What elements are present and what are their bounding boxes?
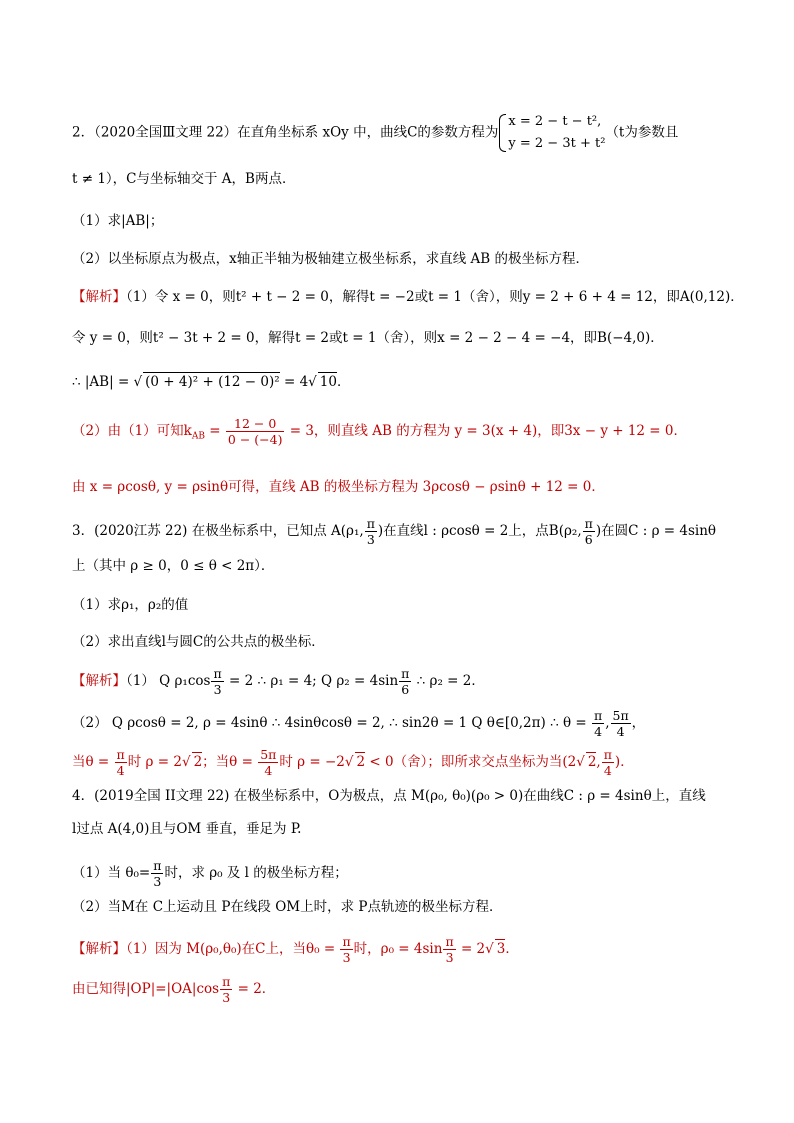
q4-part1 [72,858,348,889]
q2-solution-text-1: （1）令 x = 0，则t² + t − 2 = 0，解得t = −2或t = 1（舍），则y = 2 + 6 + 4 = 12，即A(0,12)． [126,289,744,305]
q2-sol4-text-c: = 3，则直线 AB 的方程为 y = 3(x + 4)，即3x − y + 12 = 0． [285,423,687,439]
q2-solution-line-4 [72,416,687,447]
q4-part1-frac-den: 3 [151,873,163,889]
q3-sol3-radicand-1: 2 [193,754,203,770]
q2-sol4-text-b: = [204,423,225,439]
q2-sol3-text-e: ． [336,374,351,390]
q3-sol3-d: 时 ρ = −2 [279,754,345,770]
q3-sol3-f: , [596,754,601,770]
q4-sol1-d: ． [505,941,519,957]
q4-sol1-radicand: 3 [496,941,506,957]
q3-sol3-radicand-2: 2 [356,754,366,770]
q3-sol3-b: 时 ρ = 2 [127,754,182,770]
q2-sys-eq1: x = 2 − t − t², [508,114,602,129]
q3-sol1-frac-2-num: π [401,666,410,681]
q3-part2: （2）求出直线l与圆C的公共点的极坐标． [72,634,325,650]
q4-sol1-a: （1）因为 M(ρ₀,θ₀)在C上，当θ₀ = [126,941,340,957]
q3-solution-line-2 [72,708,645,739]
q4-sol2-b: = 2． [233,981,276,997]
q3-intro-frac-2-num: π [584,516,593,531]
q2-sol4-subscript: AB [191,431,205,442]
q2-intro-text: 2．（2020全国Ⅲ文理 22）在直角坐标系 xOy 中，曲线C的参数方程为 [72,124,499,141]
q2-sol4-text-a: （2）由（1）可知k [72,423,192,439]
q2-solution-line-1 [72,288,744,306]
q4-sol1-c: = 2 [456,941,486,957]
q3-sol3-a: 当θ = [72,754,114,770]
q3-sol3-g: )． [614,754,634,770]
q4-sol1-frac-1-num: π [342,934,351,949]
q2-solution-line-2: 令 y = 0，则t² − 3t + 2 = 0，解得t = 2或t = 1（舍），则x = 2 − 2 − 4 = −4，即B(−4,0)． [72,330,664,346]
q3-intro-frac-2 [583,516,595,547]
q3-sol1-frac-1-num: π [213,666,222,681]
q3-sol1-c: ∴ ρ₂ = 2． [412,673,485,689]
q3-sol3-frac-3-den: 4 [602,762,614,778]
q3-sol3-frac-1-den: 4 [115,762,127,778]
q3-intro-line-2: 上（其中 ρ ≥ 0，0 ≤ θ < 2π）． [72,558,275,574]
q3-sol1-frac-1 [211,666,223,697]
q4-solution-line-1: 【解析】（1）因为 M(ρ₀,θ₀)在C上，当θ₀ = $\frac{\pi}{3}$ 时，ρ₀ = 4sin $\frac{\pi}{3}$ = 2√ 3． [72,934,519,965]
q4-part1-b: 时，求 ρ₀ 及 l 的极坐标方程； [164,865,348,881]
q3-sol3-frac-2-den: 4 [258,762,278,778]
q3-sol2-frac-2-num: 5π [612,708,629,723]
q4-part2: （2）当M在 C上运动且 P在线段 OM上时，求 P点轨迹的极坐标方程． [72,899,503,915]
q3-sol2-b: , [605,715,610,731]
q3-sol1-frac-2 [399,666,411,697]
q3-intro-b: )在直线l : ρcosθ = 2上，点B(ρ₂, [377,523,582,539]
q3-sol3-frac-1 [115,747,127,778]
q3-sol1-a: （1） Q ρ₁cos [126,673,211,689]
q3-part1: （1）求ρ₁，ρ₂的值 [72,597,189,613]
q3-sol2-frac-1-num: π [593,708,603,723]
q3-sol1-frac-1-den: 3 [211,681,223,697]
q3-sol2-a: （2） Q ρcosθ = 2, ρ = 4sinθ ∴ 4sinθcosθ = 2, ∴ sin2θ = 1 Q θ∈[0,2π) ∴ θ = [72,715,591,731]
q4-sol1-frac-2-den: 3 [443,949,455,965]
q3-intro-a: 3．(2020江苏 22) 在极坐标系中，已知点 A(ρ₁, [72,523,364,539]
q4-part1-a: （1）当 θ₀= [72,865,151,881]
q4-sol2-frac [220,974,232,1005]
q2-intro-text-2: （t为参数且 [605,124,679,141]
q3-sol2-frac-2 [611,708,631,739]
q4-sol2-frac-num: π [222,974,231,989]
q2-part1: （1）求|AB|； [72,213,164,229]
q3-sol2-frac-1-den: 4 [592,723,604,739]
q4-part1-frac-num: π [153,858,162,873]
q4-sol1-frac-1-den: 3 [340,949,352,965]
q3-intro-frac-1 [365,516,377,547]
q3-intro-frac-2-den: 6 [583,531,595,547]
q3-solution-tag: 【解析】 [72,673,126,689]
q2-sys-eq2: y = 2 − 3t + t² [508,136,606,151]
q3-sol3-frac-3-num: π [603,747,612,762]
q3-sol3-frac-3 [602,747,614,778]
q2-parametric-system [498,111,605,155]
q2-slope-fraction [226,416,285,447]
q3-sol3-c: ；当θ = [202,754,258,770]
q3-sol3-e: < 0（舍）；即所求交点坐标为当(2 [365,754,577,770]
q4-sol1-frac-2-num: π [445,934,454,949]
q3-solution-line-3: 当θ = $\frac{\pi}{4}$ 时 ρ = 2√ 2；当θ = $\frac{5\pi}{4}$ 时 ρ = −2√ 2 < 0（舍）；即所求交点坐标为当(2√ 2, $\frac{\pi}{4}$ )． [72,747,634,778]
q3-sol3-frac-2-num: 5π [260,747,277,762]
q2-slope-numerator: 12 − 0 [234,416,277,431]
q2-sol3-text-c: = 4 [279,374,309,390]
q4-solution-line-2 [72,974,275,1005]
q3-intro-c: )在圆C : ρ = 4sinθ [595,523,717,539]
q2-intro-line-2: t ≠ 1），C与坐标轴交于 A，B两点． [72,171,296,187]
q3-sol3-frac-2 [258,747,278,778]
q3-sol2-c: ， [631,715,646,731]
q4-sol2-frac-den: 3 [220,989,232,1005]
q3-intro-frac-1-den: 3 [365,531,377,547]
q4-sol1-frac-1 [340,934,352,965]
q3-sol2-frac-2-den: 4 [611,723,631,739]
q4-part1-frac [151,858,163,889]
q2-solution-tag: 【解析】 [72,289,126,305]
q3-solution-line-1 [72,666,485,697]
q4-sol1-b: 时，ρ₀ = 4sin [353,941,443,957]
q3-sol3-radicand-3: 2 [587,754,597,770]
q3-sol1-b: = 2 ∴ ρ₁ = 4; Q ρ₂ = 4sin [224,673,399,689]
q2-solution-line-5: 由 x = ρcosθ, y = ρsinθ可得，直线 AB 的极坐标方程为 3ρcosθ − ρsinθ + 12 = 0． [72,479,605,495]
q2-sol3-text-a: ∴ |AB| = [72,374,134,390]
q2-solution-line-3: ∴ |AB| = √ (0 + 4)² + (12 − 0)² = 4√ 10． [72,374,351,390]
q2-intro-line [72,111,678,155]
q4-sol2-a: 由已知得|OP|=|OA|cos [72,981,220,997]
q2-sol3-radicand: (0 + 4)² + (12 − 0)² [145,374,280,390]
q4-intro-line: 4．(2019全国 II文理 22) 在极坐标系中，O为极点，点 M(ρ₀, θ₀)(ρ₀ > 0)在曲线C : ρ = 4sinθ上，直线 [72,788,706,804]
q3-intro-line [72,516,716,547]
q4-solution-tag: 【解析】 [72,941,126,957]
q2-sol3-radicand-2: 10 [319,374,337,390]
q3-sol1-frac-2-den: 6 [399,681,411,697]
q3-sol3-frac-1-num: π [116,747,125,762]
q4-intro-line-2: l过点 A(4,0)且与OM 垂直，垂足为 P. [72,821,302,837]
q3-sol2-frac-1 [592,708,604,739]
q4-sol1-frac-2 [443,934,455,965]
q3-intro-frac-1-num: π [366,516,375,531]
q2-slope-denominator: 0 − (−4) [227,432,283,447]
q2-part2: （2）以坐标原点为极点，x轴正半轴为极轴建立极坐标系，求直线 AB 的极坐标方程． [72,251,589,267]
